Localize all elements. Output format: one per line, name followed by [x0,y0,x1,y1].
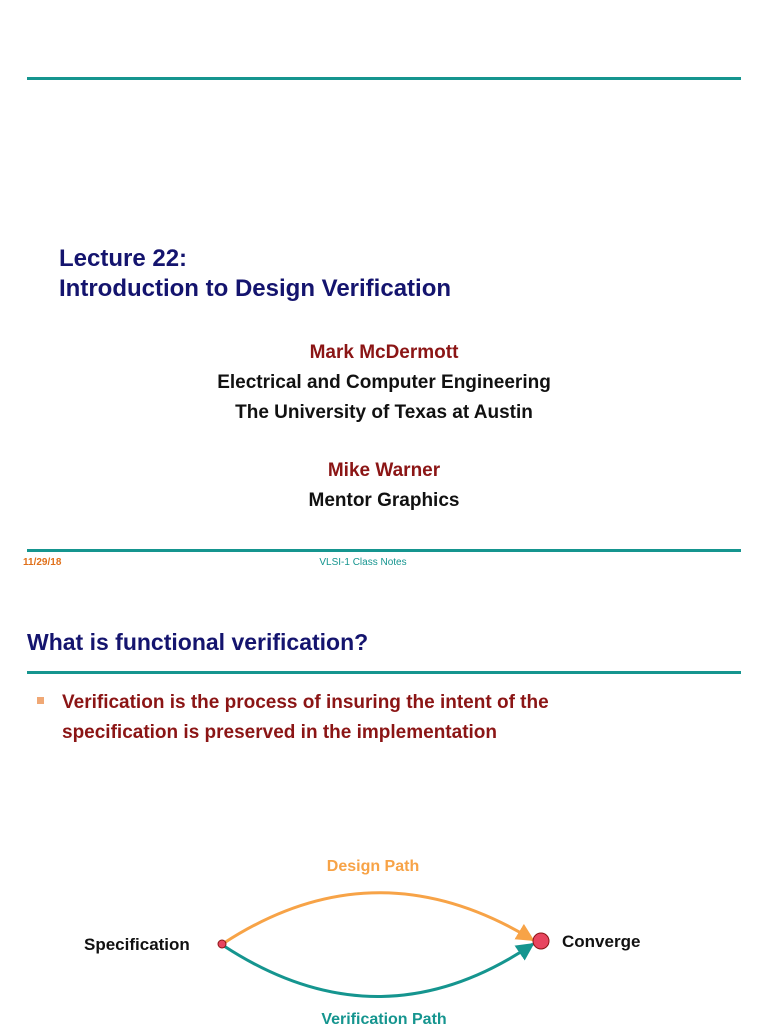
affiliation-department: Electrical and Computer Engineering [217,372,551,393]
presenter-name-2: Mike Warner [327,460,441,481]
footer-date: 11/29/18 [23,557,62,568]
footer-rule [27,549,741,552]
verification-diagram [0,840,768,1024]
lecture-number: Lecture 22: [59,245,188,272]
lecture-title [59,244,451,304]
bullet-marker-icon [37,697,44,704]
top-rule [27,77,741,80]
affiliation-university: The University of Texas at Austin [235,402,533,423]
bullet-line-2: specification is preserved in the implementation [62,722,498,743]
slide-title: What is functional verification? [27,629,369,655]
converge-label: Converge [562,932,641,951]
specification-label: Specification [84,935,190,954]
design-path-arrow [224,893,533,943]
converge-node [533,933,549,949]
title-rule [27,671,741,674]
verification-path-label: Verification Path [321,1011,447,1024]
bullet-line-1: Verification is the process of insuring the intent of the [62,692,549,713]
presenter-name-1: Mark McDermott [309,342,459,363]
verification-path-arrow [224,944,533,997]
specification-node [218,940,226,948]
design-path-label: Design Path [326,858,420,875]
bullet-text [62,688,682,748]
footer-course-name: VLSI-1 Class Notes [319,557,407,568]
affiliation-company: Mentor Graphics [308,490,460,511]
lecture-topic: Introduction to Design Verification [59,275,452,302]
